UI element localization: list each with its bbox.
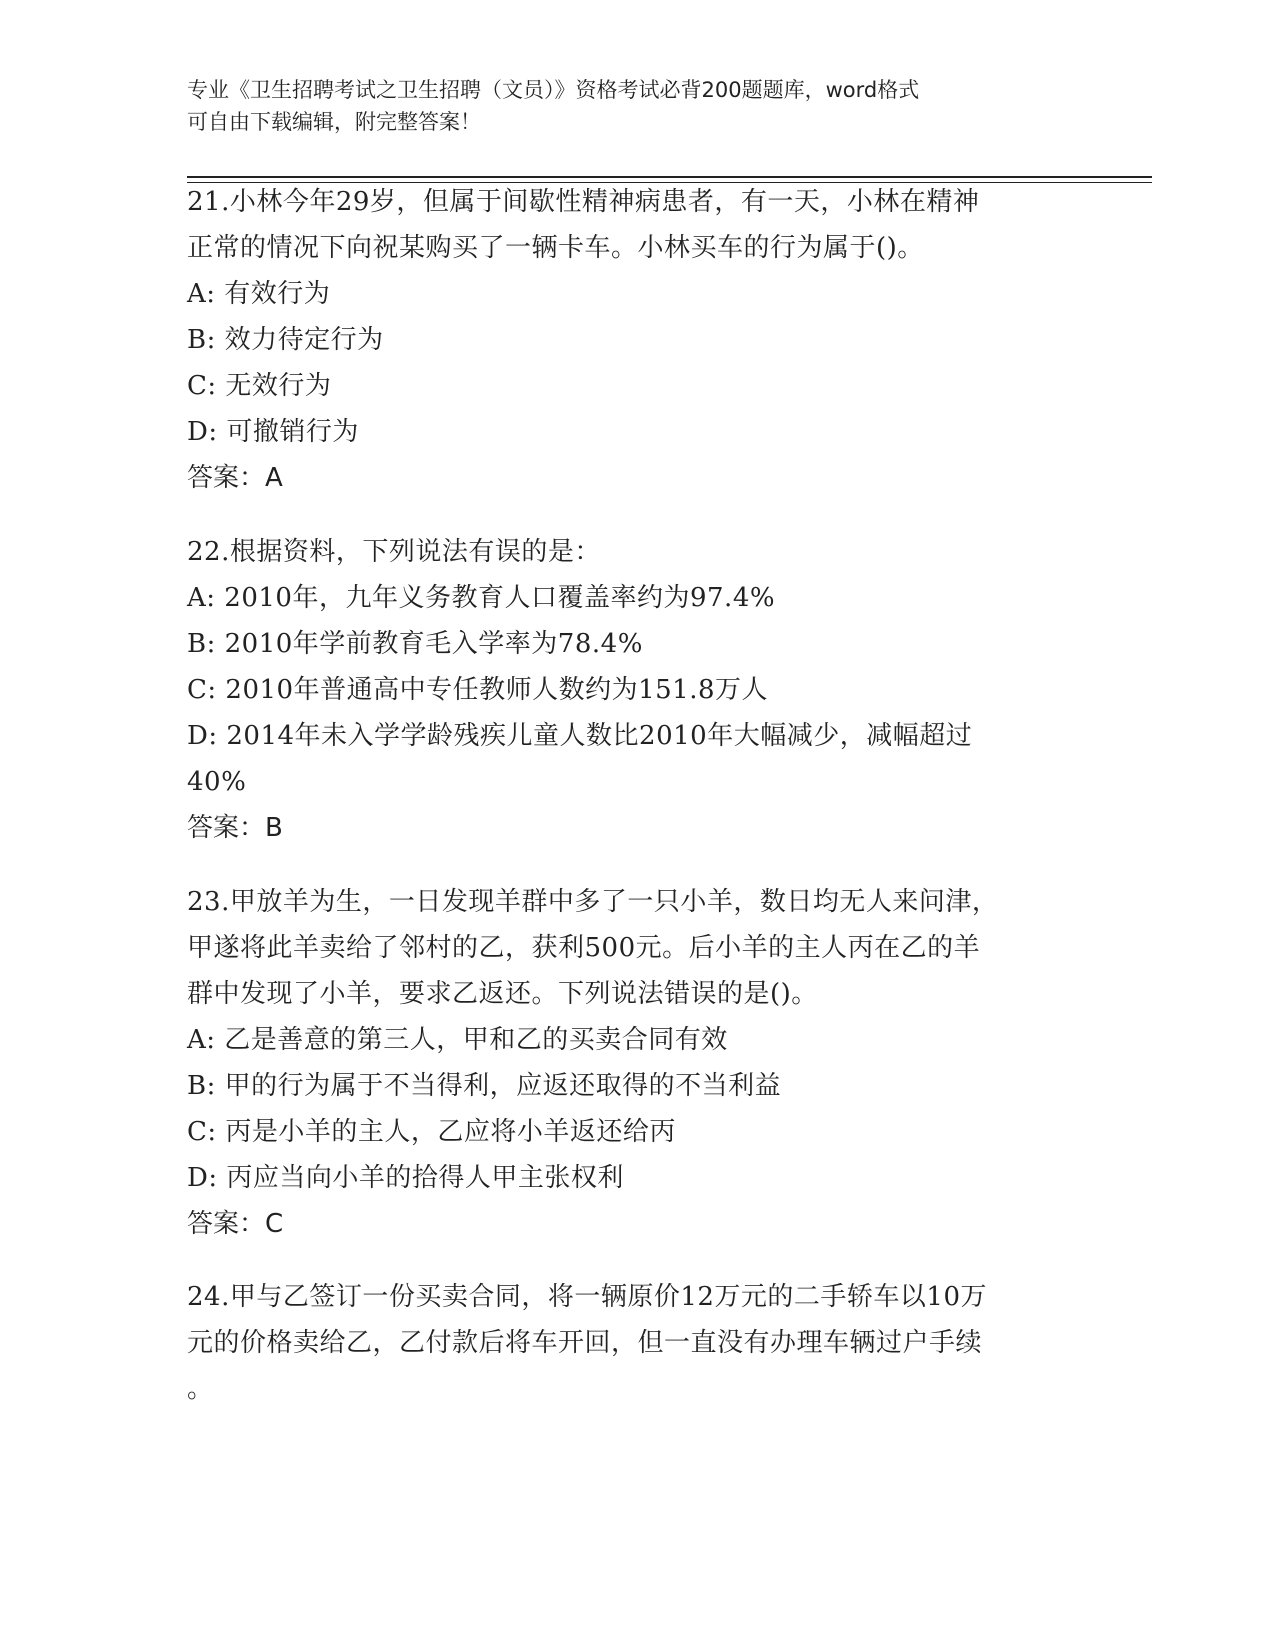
question-text-line: 正常的情况下向祝某购买了一辆卡车。小林买车的行为属于()。 bbox=[187, 233, 924, 263]
question-21 bbox=[187, 179, 1087, 501]
answer-line: 答案：A bbox=[187, 463, 283, 493]
question-text-line: 元的价格卖给乙，乙付款后将车开回，但一直没有办理车辆过户手续 bbox=[187, 1328, 983, 1358]
question-text-line: 21.小林今年29岁，但属于间歇性精神病患者，有一天，小林在精神 bbox=[187, 187, 980, 217]
option-d: D: 可撤销行为 bbox=[187, 417, 359, 447]
option-c: C: 无效行为 bbox=[187, 371, 332, 401]
option-b: B: 甲的行为属于不当得利，应返还取得的不当利益 bbox=[187, 1071, 782, 1101]
header-line-1: 专业《卫生招聘考试之卫生招聘（文员）》资格考试必背200题题库，word格式 bbox=[187, 78, 920, 102]
header-divider-thick bbox=[187, 176, 1152, 178]
question-23 bbox=[187, 879, 1087, 1247]
option-b: B: 2010年学前教育毛入学率为78.4% bbox=[187, 629, 643, 659]
option-b: B: 效力待定行为 bbox=[187, 325, 384, 355]
question-text-line: 。 bbox=[187, 1374, 214, 1404]
header-line-2: 可自由下载编辑，附完整答案！ bbox=[187, 110, 481, 134]
option-c: C: 2010年普通高中专任教师人数约为151.8万人 bbox=[187, 675, 769, 705]
option-a: A: 乙是善意的第三人，甲和乙的买卖合同有效 bbox=[187, 1025, 728, 1055]
question-24 bbox=[187, 1274, 1087, 1412]
option-d: D: 丙应当向小羊的拾得人甲主张权利 bbox=[187, 1163, 624, 1193]
option-d: D: 2014年未入学学龄残疾儿童人数比2010年大幅减少，减幅超过 bbox=[187, 721, 973, 751]
question-22 bbox=[187, 529, 1087, 851]
answer-line: 答案：B bbox=[187, 813, 283, 843]
question-text-line: 23.甲放羊为生，一日发现羊群中多了一只小羊，数日均无人来问津， bbox=[187, 887, 999, 917]
option-d-continued: 40% bbox=[187, 767, 247, 797]
question-text-line: 甲遂将此羊卖给了邻村的乙，获利500元。后小羊的主人丙在乙的羊 bbox=[187, 933, 981, 963]
question-text-line: 群中发现了小羊，要求乙返还。下列说法错误的是()。 bbox=[187, 979, 818, 1009]
option-a: A: 有效行为 bbox=[187, 279, 331, 309]
option-a: A: 2010年，九年义务教育人口覆盖率约为97.4% bbox=[187, 583, 776, 613]
option-c: C: 丙是小羊的主人，乙应将小羊返还给丙 bbox=[187, 1117, 676, 1147]
question-text-line: 22.根据资料，下列说法有误的是： bbox=[187, 537, 601, 567]
question-text-line: 24.甲与乙签订一份买卖合同，将一辆原价12万元的二手轿车以10万 bbox=[187, 1282, 988, 1312]
document-header bbox=[187, 74, 1067, 138]
answer-line: 答案：C bbox=[187, 1209, 284, 1239]
